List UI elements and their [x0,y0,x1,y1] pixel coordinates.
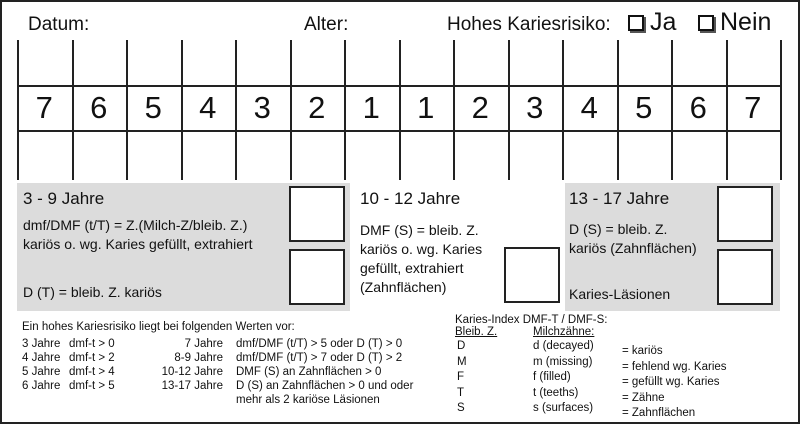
risk-row [22,365,115,379]
tooth-number[interactable]: 1 [417,90,435,125]
panel-text: Karies-Läsionen [569,286,671,302]
risk-age: 7 Jahre [184,338,223,350]
risk-value: dmf/DMF (t/T) > 5 oder D (T) > 0 [236,338,403,350]
risk-row [155,337,413,351]
col-bleib-header: Bleib. Z. [455,326,498,338]
risk-row [155,351,413,365]
alter-label: Alter: [304,14,349,35]
legend-letter: M [457,355,467,368]
legend-meaning: = kariös [622,345,663,357]
risk-row [155,365,413,379]
risk-row [22,379,115,393]
risk-age: 3 Jahre [22,338,61,350]
tooth-number[interactable]: 3 [526,90,544,125]
legend-milk: s (surfaces) [533,402,594,414]
risk-row [22,337,115,351]
panel-text: D (S) = bleib. Z. kariös (Zahnflächen) [569,221,697,256]
legend-milk: d (decayed) [533,340,594,352]
risk-value: DMF (S) an Zahnflächen > 0 [236,366,382,378]
legend-letter: D [457,340,466,352]
tooth-number[interactable]: 7 [744,90,762,125]
risk-age: 13-17 Jahre [161,380,223,392]
risk-value: D (S) an Zahnflächen > 0 und oder [236,380,414,392]
yes-checkbox[interactable] [628,15,644,31]
risk-age: 6 Jahre [22,380,61,392]
panel-text: D (T) = bleib. Z. kariös [23,284,162,300]
legend-meaning: = Zahnflächen [622,407,696,419]
tooth-number[interactable]: 1 [362,90,380,125]
tooth-number[interactable]: 4 [580,90,598,125]
panel-text: dmf/DMF (t/T) = Z.(Milch-Z/bleib. Z.) kariös o. wg. Karies gefüllt, extrahiert [23,217,253,252]
col-milk-header: Milchzähne: [533,326,595,338]
lesion-entry-box[interactable] [717,249,773,305]
option-yes[interactable] [628,8,676,37]
risk-age: 4 Jahre [22,352,61,364]
risk-row [22,351,115,365]
dmfs-entry-box[interactable] [504,247,560,303]
panel-title: 3 - 9 Jahre [23,189,105,208]
legend-milk: m (missing) [533,355,593,368]
legend-meaning: = gefüllt wg. Karies [622,376,720,388]
risk-value: dmf-t > 4 [69,366,115,378]
risk-table-right [155,337,413,393]
tooth-number[interactable]: 5 [635,90,653,125]
panel-10-12 [356,183,560,311]
option-yes-label: Ja [650,8,677,36]
risk-value: dmf-t > 2 [69,352,115,364]
tooth-number[interactable]: 3 [253,90,271,125]
legend-letter: F [457,371,465,383]
dmf-entry-box[interactable] [289,186,345,242]
risk-value: dmf-t > 5 [69,380,115,392]
option-no[interactable] [698,8,771,37]
tooth-number[interactable]: 6 [689,90,707,125]
legend-meaning: = fehlend wg. Karies [622,360,727,373]
risk-value: dmf-t > 0 [69,338,115,350]
risk-table [22,337,115,393]
panel-title: 10 - 12 Jahre [360,189,461,208]
risk-age: 8-9 Jahre [174,352,223,364]
legend-letter: S [457,402,465,414]
legend-letter: T [457,386,465,399]
tooth-number[interactable]: 2 [471,90,489,125]
tooth-number[interactable]: 5 [144,90,162,125]
grid-divider [780,40,782,180]
no-checkbox[interactable] [698,15,714,31]
dt-entry-box[interactable] [289,249,345,305]
risk-value: dmf/DMF (t/T) > 7 oder D (T) > 2 [236,352,403,364]
legend-milk: f (filled) [533,371,571,383]
tooth-number[interactable]: 2 [308,90,326,125]
tooth-number[interactable]: 6 [90,90,108,125]
risk-label: Hohes Kariesrisiko: [447,14,611,35]
index-title: Karies-Index DMF-T / DMF-S: [455,314,608,326]
legend-milk: t (teeths) [533,386,579,399]
panel-13-17 [565,183,780,311]
tooth-number[interactable]: 4 [199,90,217,125]
datum-label: Datum: [28,14,90,35]
panel-text: DMF (S) = bleib. Z. kariös o. wg. Karies gefüllt, extrahiert (Zahnflächen) [360,222,483,295]
panel-title: 13 - 17 Jahre [569,189,670,208]
option-no-label: Nein [720,8,772,36]
risk-row [155,379,413,393]
tooth-number[interactable]: 7 [35,90,53,125]
risk-age: 10-12 Jahre [161,366,223,378]
risk-age: 5 Jahre [22,366,61,378]
panel-3-9 [17,183,350,311]
risk-last-line: mehr als 2 kariöse Läsionen [236,394,380,406]
risk-intro: Ein hohes Kariesrisiko liegt bei folgenden Werten vor: [22,321,295,333]
legend-meaning: = Zähne [622,391,665,404]
ds-entry-box[interactable] [717,186,773,242]
